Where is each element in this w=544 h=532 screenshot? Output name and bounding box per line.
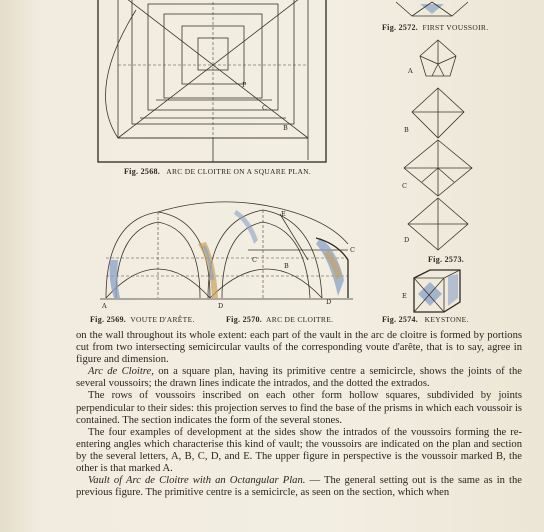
fig-2568-number: Fig. 2568. (124, 167, 161, 176)
fig-2572-title: FIRST VOUSSOIR. (422, 23, 489, 32)
fig-2570-title: ARC DE CLOITRE. (266, 315, 334, 324)
fig-2572-number: Fig. 2572. (382, 23, 419, 32)
fig-2573-development-drawing (398, 36, 482, 256)
fig-2569-number: Fig. 2569. (90, 315, 127, 324)
label-a-vault: A (102, 302, 107, 310)
diamond-b (412, 88, 464, 138)
label-d-dev: D (404, 236, 410, 244)
label-d-vault: D (218, 302, 224, 310)
label-b-vault: B (284, 262, 289, 270)
paragraph-3: The rows of voussoirs inscribed on each other form hollow squares, subdivided by joints perpendicular to their sides: this projection serves to find the base of the prisms in which each voussoir is contained. The section indicates the form of the several stones. (76, 390, 523, 426)
label-p: P (242, 81, 247, 89)
fig-2574-keystone-drawing (400, 268, 466, 316)
diamond-c (404, 140, 472, 196)
fig-2573-caption (428, 255, 464, 264)
fig-2570-caption (226, 315, 333, 324)
fig-2568-title: ARC DE CLOITRE ON A SQUARE PLAN. (166, 167, 312, 176)
label-d-vault-right: D (326, 298, 332, 306)
paragraph-5 (76, 475, 522, 499)
fig-2574-number: Fig. 2574. (382, 315, 419, 324)
fig-2568-plan-drawing (96, 0, 328, 165)
fig-2569-2570-vault-drawing (98, 200, 360, 312)
label-b-dev: B (404, 126, 409, 134)
diamond-d (408, 198, 468, 250)
label-b-plan: B (283, 124, 288, 132)
paragraph-2-lead: Arc de Cloitre, (88, 366, 154, 378)
fig-2574-caption (382, 315, 469, 324)
diamond-a (420, 40, 456, 76)
fig-2569-title: VOUTE D'ARÊTE. (130, 315, 195, 324)
label-c-dev: C (402, 182, 407, 190)
label-c-plan: C (262, 104, 267, 112)
label-e-vault: E (281, 210, 286, 218)
label-e-keystone: E (402, 292, 407, 300)
label-c-vault: C (252, 256, 257, 264)
label-a-dev: A (408, 67, 413, 75)
fig-2572-caption (382, 23, 488, 32)
fig-2574-title: KEYSTONE. (424, 315, 469, 324)
label-c-vault-right: C (350, 246, 355, 254)
fig-2568-caption (124, 167, 311, 176)
paragraph-1: on the wall throughout its whole extent: each part of the vault in the arc de cloitre is formed by portions cut from two intersecting semicircular vaults of the corresponding voute d'arête, that is to say, agree in figure and dimension. (76, 330, 522, 366)
paragraph-2 (76, 366, 522, 390)
paragraph-5-body: — The general setting out is the same as in the previous figure. The primitive centre is a semicircle, as seen on the section, which when (76, 475, 522, 499)
paragraph-5-lead: Vault of Arc de Cloitre with an Octangular Plan. (88, 475, 306, 487)
fig-2573-number: Fig. 2573. (428, 255, 465, 264)
paragraph-4: The four examples of development at the sides show the intrados of the voussoirs forming the re-entering angles which characterise this kind of vault; the voussoirs are indicated on the plan and section by the several letters, A, B, C, D, and E. The upper figure in perspective is the voussoir marked B, the other is that marked A. (76, 426, 522, 475)
fig-2572-voussoir-drawing (392, 0, 472, 20)
body-text (76, 330, 522, 499)
fig-2570-number: Fig. 2570. (226, 315, 263, 324)
fig-2569-caption (90, 315, 195, 324)
paragraph-2-body: on a square plan, having its primitive centre a semicircle, shows the joints of the several voussoirs; the drawn lines indicate the intrados, and the dotted the extrados. (76, 366, 522, 390)
